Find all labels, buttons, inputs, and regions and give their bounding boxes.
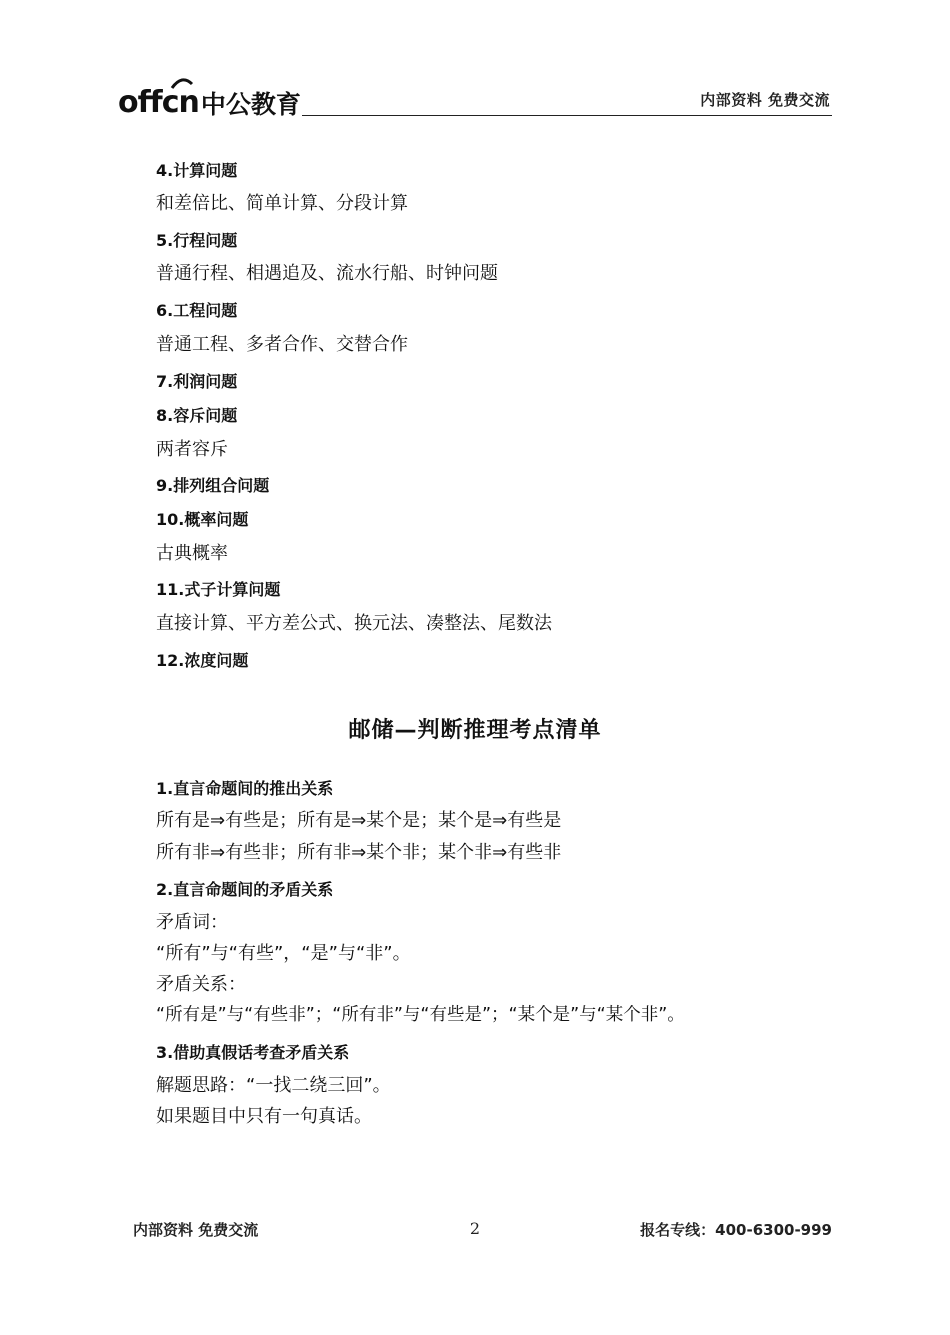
math-item-heading: 8.容斥问题 [156, 406, 238, 425]
logic-line: 如果题目中只有一句真话。 [156, 1106, 372, 1127]
footer-tagline: 内部资料 免费交流 [133, 1221, 259, 1239]
logic-line: 矛盾关系： [156, 974, 246, 995]
math-item-heading: 5.行程问题 [156, 231, 238, 250]
math-item-detail: 两者容斥 [156, 439, 228, 460]
logic-line: 所有是⇒有些是；所有是⇒某个是；某个是⇒有些是 [156, 810, 562, 831]
math-item-heading: 10.概率问题 [156, 510, 249, 529]
math-item-heading: 9.排列组合问题 [156, 476, 270, 495]
math-item-heading: 12.浓度问题 [156, 651, 249, 670]
header-rule [302, 115, 832, 116]
logic-line: “所有”与“有些”，“是”与“非”。 [156, 943, 411, 964]
logic-line: 所有非⇒有些非；所有非⇒某个非；某个非⇒有些非 [156, 842, 562, 863]
math-item-detail: 和差倍比、简单计算、分段计算 [156, 193, 408, 214]
logic-heading-1: 1.直言命题间的推出关系 [156, 779, 334, 798]
math-item-detail: 古典概率 [156, 543, 228, 564]
math-item-detail: 直接计算、平方差公式、换元法、凑整法、尾数法 [156, 613, 552, 634]
header-tagline: 内部资料 免费交流 [700, 91, 830, 109]
logic-heading-2: 2.直言命题间的矛盾关系 [156, 880, 334, 899]
logic-line: “所有是”与“有些非”；“所有非”与“有些是”；“某个是”与“某个非”。 [156, 1005, 685, 1025]
logic-heading-3: 3.借助真假话考查矛盾关系 [156, 1043, 350, 1062]
logo-text-en: offcn [118, 85, 199, 120]
math-item-detail: 普通工程、多者合作、交替合作 [156, 334, 408, 355]
footer-hotline: 报名专线：400-6300-999 [640, 1221, 832, 1239]
math-item-heading: 7.利润问题 [156, 372, 238, 391]
math-item-heading: 4.计算问题 [156, 161, 238, 180]
page-number: 2 [469, 1219, 481, 1238]
logic-line: 解题思路：“一找二绕三回”。 [156, 1075, 391, 1096]
logic-line: 矛盾词： [156, 912, 228, 933]
offcn-logo [118, 78, 301, 118]
math-item-heading: 6.工程问题 [156, 301, 238, 320]
math-item-heading: 11.式子计算问题 [156, 580, 281, 599]
section-title: 邮储—判断推理考点清单 [348, 718, 602, 743]
math-item-detail: 普通行程、相遇追及、流水行船、时钟问题 [156, 263, 498, 284]
logo-text-cn: 中公教育 [200, 90, 301, 119]
